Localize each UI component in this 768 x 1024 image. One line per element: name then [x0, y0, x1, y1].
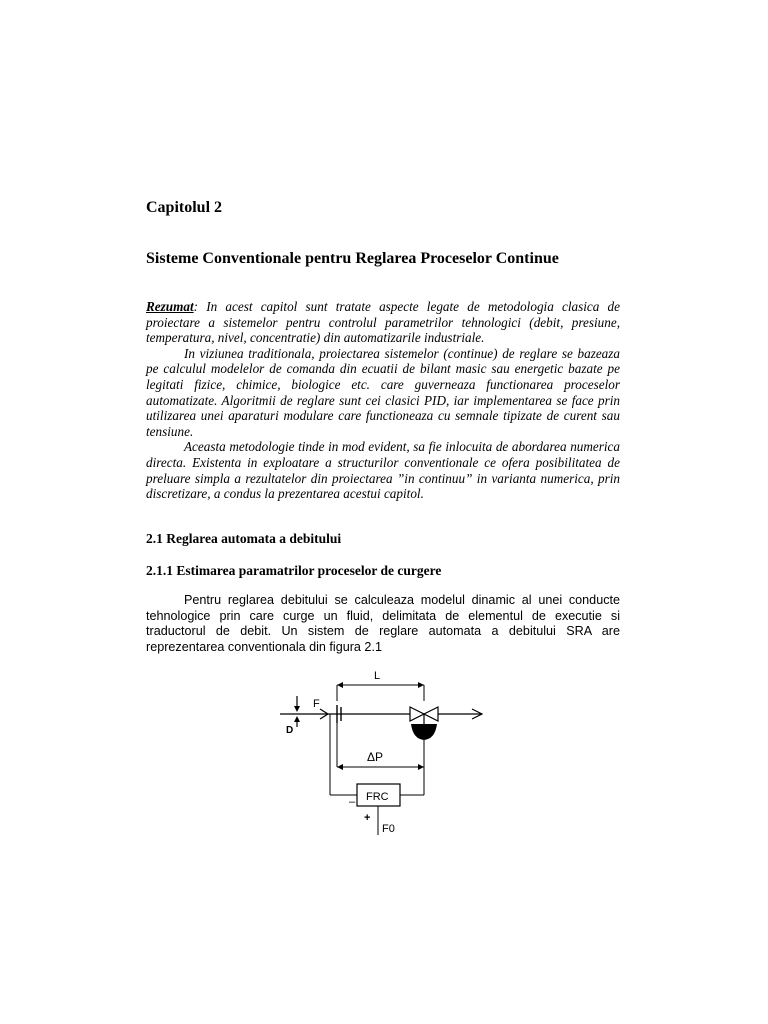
label-F0: F0: [382, 823, 395, 835]
abstract-paragraph-2: In viziunea traditionala, proiectarea sistemelor (continue) de reglare se bazeaza pe calculul modelelor de comanda din ecuatii de bilant masic sau energetic bazate pe legitati fizice, chimice, biologice etc. care guverneaza functionarea proceselor automatizate. Algoritmii de reglare sunt cei clasici PID, iar implementarea se face prin utilizarea unei aparaturi modulare care functioneaza cu semnale tipizate de curent sau tensiune.: [146, 345, 620, 439]
abstract-paragraph-3: Aceasta metodologie tinde in mod evident, sa fie inlocuita de abordarea numerica directa. Existenta in exploatare a structurilor conventionale ce ofera posibilitatea de preluare simpla a rezultatelor din proiectarea ”in continuu” in varianta numerica, prin discretizare, a condus la prezentarea acestui capitol.: [146, 439, 620, 502]
dP-arrow-left-icon: [337, 764, 343, 770]
valve-left-triangle-icon: [410, 707, 424, 721]
label-minus: –: [349, 796, 356, 808]
valve-actuator-icon: [411, 724, 437, 740]
L-arrow-left-icon: [337, 682, 343, 688]
chapter-heading: Capitolul 2: [146, 199, 223, 216]
abstract-text-1: : In acest capitol sunt tratate aspecte legate de metodologia clasica de proiectare a sistemelor pentru controlul parametrilor tehnologici (debit, presiune, temperatura, nivel, concentratie) din automatizarile industriale.: [146, 299, 620, 346]
abstract-paragraph-1: [146, 299, 620, 346]
label-FRC: FRC: [366, 791, 389, 803]
section-heading: 2.1 Reglarea automata a debitului: [146, 531, 342, 546]
label-D: D: [286, 725, 294, 736]
abstract-label: Rezumat: [146, 299, 194, 314]
valve-right-triangle-icon: [424, 707, 438, 721]
abstract: [146, 299, 620, 502]
diameter-arrow-down-icon: [294, 706, 300, 712]
figure-svg: [270, 665, 500, 840]
L-arrow-right-icon: [418, 682, 424, 688]
label-dP: ΔP: [367, 750, 384, 764]
diameter-arrow-up-icon: [294, 716, 300, 722]
chapter-title: Sisteme Conventionale pentru Reglarea Proceselor Continue: [146, 250, 559, 267]
dP-arrow-right-icon: [418, 764, 424, 770]
label-F: F: [313, 698, 320, 710]
label-L: L: [374, 670, 381, 682]
label-plus: +: [364, 812, 371, 824]
subsection-heading: 2.1.1 Estimarea paramatrilor proceselor de curgere: [146, 563, 442, 578]
figure-2-1-flow-control-diagram: [270, 665, 500, 840]
body-paragraph: Pentru reglarea debitului se calculeaza modelul dinamic al unei conducte tehnologice prin care curge un fluid, delimitata de elementul de executie si traductorul de debit. Un sistem de reglare automata a debitului SRA are reprezentarea conventionala din figura 2.1: [146, 593, 620, 654]
